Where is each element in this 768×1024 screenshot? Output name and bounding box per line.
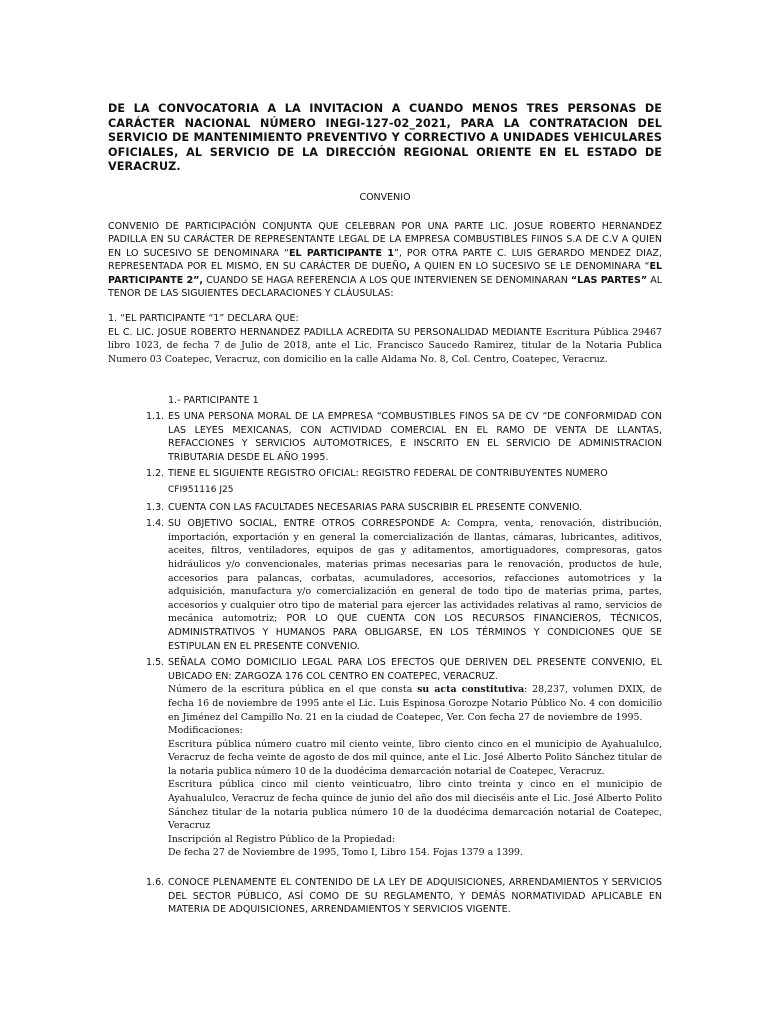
clause-1-6 [108,876,662,917]
intro-bold-2: , [406,261,411,273]
clause-text-caps: SU OBJETIVO SOCIAL, ENTRE OTROS CORRESPONDE A: [168,518,458,530]
intro-text-5: AL TENOR DE LAS SIGUIENTES DECLARACIONES Y CLÁUSULAS: [108,274,662,300]
clause-1-3 [108,501,662,515]
clause-text-serif: Compra, venta, renovación, distribución, importación, exportación y en general la comercialización de llantas, cámaras, lubricantes, aditivos, aceites, filtros, ventiladores, equipos de gas y aditamentos, amortiguadores, compresoras, gatos hidráulicos y/o convencionales, materias primas necesarias para le renovación, productos de hule, accesorios para palancas, corbatas, acumuladores, accesorios, refacciones automotrices y la adquisición, manufactura y/o comercialización en general de todo tipo de materias prima, partes, accesorios y cualquier otro tipo de material para ejercer las actividades relativas al ramo, servicios de mecánica automotriz; [168,518,662,625]
clause-text: TIENE EL SIGUIENTE REGISTRO OFICIAL: REGISTRO FEDERAL DE CONTRIBUYENTES NUMERO [168,468,608,480]
clause-1-5 [108,656,662,860]
clause-number: 1.4. [146,518,165,530]
intro-text-4: CUANDO SE HAGA REFERENCIA A LOS QUE INTERVIENEN SE DENOMINARAN [203,274,571,286]
document-page [108,102,662,920]
clause-text-wrap [168,517,662,653]
document-title: DE LA CONVOCATORIA A LA INVITACION A CUANDO MENOS TRES PERSONAS DE CARÁCTER NACIONAL NÚMERO INEGI-127-02_2021, PARA LA CONTRATACION DEL SERVICIO DE MANTENIMIENTO PREVENTIVO Y CORRECTIVO A UNIDADES VEHICULARES OFICIALES, AL SERVICIO DE LA DIRECCIÓN REGIONAL ORIENTE EN EL ESTADO DE VERACRUZ. [108,102,662,173]
declaration-heading: 1. “EL PARTICIPANTE “1” DECLARA QUE: [108,313,299,325]
intro-text-1: CONVENIO DE PARTICIPACIÓN CONJUNTA QUE CELEBRAN POR UNA PARTE LIC. JOSUE ROBERTO HERNANDEZ PADILLA EN SU CARÁCTER DE REPRESENTANTE LEGAL DE LA EMPRESA COMBUSTIBLES FIINOS S.A DE C.V A QUIEN EN LO SUCESIVO SE DENOMINARA “ [108,220,662,259]
clause-number: 1.6. [146,877,165,889]
modification-2: Escritura pública cinco mil ciento veinticuatro, libro cinto treinta y cinco en el municipio de Ayahualulco, Veracruz de fecha quince de junio del año dos mil dieciséis ante el Lic. José Alberto Polito Sánchez titular de la notaria publica número 10 de la duodécima demarcación notarial de Coatepec, Veracruz [168,779,662,832]
declaration-caps: EL C. LIC. JOSUE ROBERTO HERNANDEZ PADILLA ACREDITA SU PERSONALIDAD MEDIANTE [108,326,546,338]
clause-text-caps: SEÑALA COMO DOMICILIO LEGAL PARA LOS EFECTOS QUE DERIVEN DEL PRESENTE CONVENIO, EL UBICADO EN: ZARGOZA 176 COL CENTRO EN COATEPEC, VERACRUZ. [168,657,662,682]
intro-bold-3: EL PARTICIPANTE 2”, [108,261,662,286]
clause-text-wrap [168,467,662,497]
clause-1-2 [108,467,662,497]
clause-text: ES UNA PERSONA MORAL DE LA EMPRESA “COMBUSTIBLES FINOS SA DE CV “DE CONFORMIDAD CON LAS LEYES MEXICANAS, CON ACTIVIDAD COMERCIAL EN EL RAMO DE VENTA DE LLANTAS, REFACCIONES Y SERVICIOS AUTOMOTRICES, E INSCRITO EN EL SERVICIO DE ADMINISTRACION TRIBUTARIA DESDE EL AÑO 1995. [168,411,662,463]
clause-text: CONOCE PLENAMENTE EL CONTENIDO DE LA LEY DE ADQUISICIONES, ARRENDAMIENTOS Y SERVICIOS DEL SECTOR PÚBLICO, ASÍ COMO DE SU REGLAMENTO, Y DEMÁS NORMATIVIDAD APLICABLE EN MATERIA DE ADQUISICIONES, ARRENDAMIENTOS Y SERVICIOS VIGENTE. [168,877,662,916]
clause-text-wrap [168,656,662,860]
clause-text: CUENTA CON LAS FACULTADES NECESARIAS PARA SUSCRIBIR EL PRESENTE CONVENIO. [168,501,583,513]
rfc-number: CFI951116 J25 [168,485,234,495]
declaration-serif: Escritura Pública 29467 libro 1023, de fecha 7 de Julio de 2018, ante el Lic. Francisco Saucedo Ramirez, titular de la Notaria Publica Numero 03 Coatepec, Veracruz, con domicilio en la calle Aldama No. 8, Col. Centro, Coatepec, Veracruz. [108,326,662,365]
intro-text-2: ”, POR OTRA PARTE C. LUIS GERARDO MENDEZ DIAZ, REPRESENTADA POR EL MISMO, EN SU CARÁCTER DE DUEÑO [108,247,663,273]
acta-constitutiva [168,683,662,724]
intro-bold-4: “LAS PARTES” [570,274,648,286]
registry-text: De fecha 27 de Noviembre de 1995, Tomo I, Libro 154. Fojas 1379 a 1399. [168,847,523,859]
clause-number: 1.3. [146,501,165,513]
modifications-heading: Modificaciones: [168,725,243,737]
clauses-list [108,394,662,916]
section-heading: CONVENIO [359,191,411,203]
acta-post: : 28,237, volumen DXIX, de fecha 16 de noviembre de 1995 ante el Lic. Luis Espinosa Gorozpe Notario Público No. 4 con domicilio en Jiménez del Campillo No. 21 en la ciudad de Coatepec, Ver. Con fecha 27 de noviembre de 1995. [168,684,662,723]
clause-text-caps-2: POR LO QUE CUENTA CON LOS RECURSOS FINANCIEROS, TÉCNICOS, ADMINISTRATIVOS Y HUMANOS PARA OBLIGARSE, EN LOS TÉRMINOS Y CONDICIONES QUE SE ESTIPULAN EN EL PRESENTE CONVENIO. [168,613,662,652]
participant-subheading: 1.- PARTICIPANTE 1 [168,395,259,407]
intro-bold-1: EL PARTICIPANTE 1 [288,247,394,259]
declaration-body [108,326,662,367]
intro-text-3: A QUIEN EN LO SUCESIVO SE LE DENOMINARA “ [410,261,650,273]
intro-paragraph [108,220,662,302]
modification-1: Escritura pública número cuatro mil ciento veinte, libro ciento cinco en el municipio de Ayahualulco, Veracruz de fecha veinte de agosto de dos mil quince, ante el Lic. José Alberto Polito Sánchez titular de la notaria publica número 10 de la duodécima demarcación notarial de Coatepec, Veracruz. [168,738,662,777]
acta-pre: Número de la escritura pública en el que consta [168,684,418,696]
clause-1-4 [108,517,662,653]
acta-bold: su acta constitutiva [417,684,525,696]
clause-1-1 [108,410,662,464]
registry-heading: Inscripción al Registro Público de la Propiedad: [168,833,396,845]
clause-number: 1.5. [146,657,165,669]
clause-number: 1.1. [146,411,165,423]
clause-number: 1.2. [146,468,165,480]
